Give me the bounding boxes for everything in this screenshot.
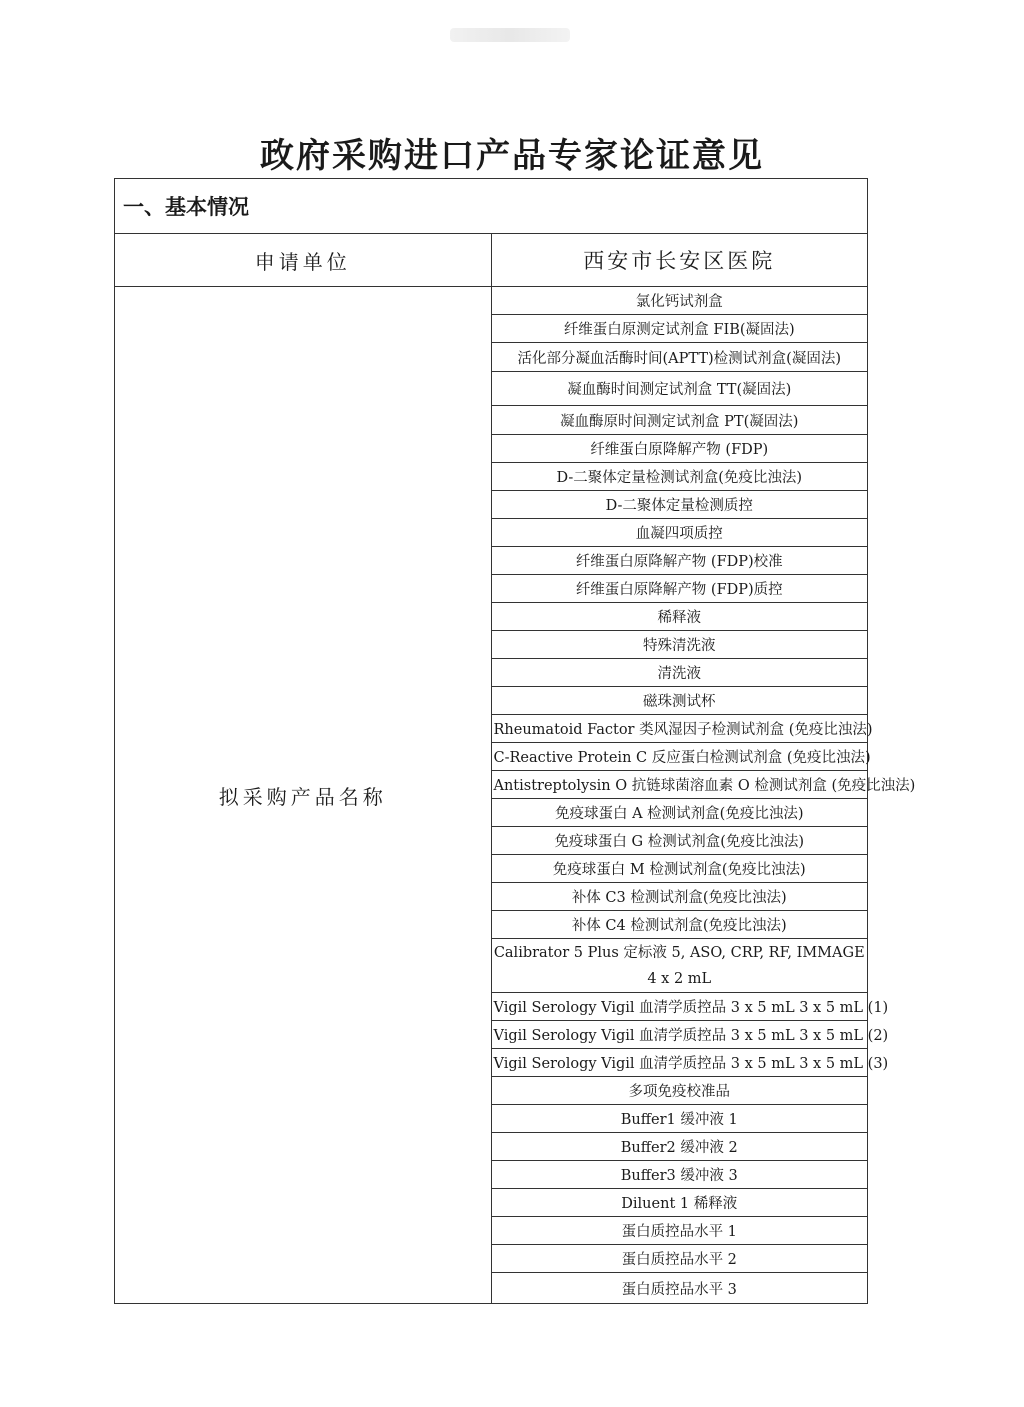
product-row — [492, 827, 868, 855]
product-name: Calibrator 5 Plus 定标液 5, ASO, CRP, RF, IMMAGE 4 x 2 mL — [492, 939, 868, 993]
product-row — [492, 1217, 868, 1245]
product-name: 免疫球蛋白 G 检测试剂盒(免疫比浊法) — [492, 827, 868, 855]
product-name: 免疫球蛋白 A 检测试剂盒(免疫比浊法) — [492, 799, 868, 827]
products-label: 拟采购产品名称 — [115, 287, 492, 1304]
product-row — [492, 287, 868, 315]
product-row — [492, 1273, 868, 1304]
product-name: 补体 C3 检测试剂盒(免疫比浊法) — [492, 883, 868, 911]
product-name: Vigil Serology Vigil 血清学质控品 3 x 5 mL 3 x 5 mL (2) — [492, 1021, 868, 1049]
product-row — [492, 463, 868, 491]
applicant-value: 西安市长安区医院 — [491, 234, 868, 287]
product-row — [492, 1077, 868, 1105]
product-name: 纤维蛋白原降解产物 (FDP)校准 — [492, 547, 868, 575]
product-row — [492, 659, 868, 687]
product-row — [492, 575, 868, 603]
product-name: 凝血酶时间测定试剂盒 TT(凝固法) — [492, 372, 868, 406]
product-name: 血凝四项质控 — [492, 519, 868, 547]
product-row — [492, 1189, 868, 1217]
product-row — [492, 1105, 868, 1133]
product-row — [492, 993, 868, 1021]
header-smudge — [450, 28, 570, 42]
product-name: Vigil Serology Vigil 血清学质控品 3 x 5 mL 3 x 5 mL (1) — [492, 993, 868, 1021]
product-name: 特殊清洗液 — [492, 631, 868, 659]
product-name: D-二聚体定量检测试剂盒(免疫比浊法) — [492, 463, 868, 491]
product-name: 稀释液 — [492, 603, 868, 631]
product-name: 纤维蛋白原降解产物 (FDP)质控 — [492, 575, 868, 603]
product-name: 清洗液 — [492, 659, 868, 687]
product-list — [492, 287, 916, 1303]
product-row — [492, 939, 868, 993]
product-name: D-二聚体定量检测质控 — [492, 491, 868, 519]
product-name: 凝血酶原时间测定试剂盒 PT(凝固法) — [492, 406, 868, 435]
page-title: 政府采购进口产品专家论证意见 — [260, 136, 764, 176]
product-row — [492, 1133, 868, 1161]
product-name: Antistreptolysin O 抗链球菌溶血素 O 检测试剂盒 (免疫比浊法) — [492, 771, 868, 799]
section-header: 一、基本情况 — [115, 179, 868, 234]
product-name: 活化部分凝血活酶时间(APTT)检测试剂盒(凝固法) — [492, 343, 868, 372]
product-row — [492, 491, 868, 519]
product-name: 纤维蛋白原测定试剂盒 FIB(凝固法) — [492, 315, 868, 343]
product-name: 蛋白质控品水平 3 — [621, 1281, 737, 1298]
product-row — [492, 519, 868, 547]
product-name: 纤维蛋白原降解产物 (FDP) — [492, 435, 868, 463]
product-row — [492, 1021, 868, 1049]
applicant-row — [115, 234, 868, 287]
product-row — [492, 743, 868, 771]
product-name: Buffer1 缓冲液 1 — [492, 1105, 868, 1133]
product-name: Diluent 1 稀释液 — [492, 1189, 868, 1217]
product-name: 补体 C4 检测试剂盒(免疫比浊法) — [492, 911, 868, 939]
product-row — [492, 343, 868, 372]
product-row — [492, 687, 868, 715]
product-name: Buffer3 缓冲液 3 — [492, 1161, 868, 1189]
product-name: 氯化钙试剂盒 — [492, 287, 868, 315]
product-row — [492, 1161, 868, 1189]
product-row — [492, 547, 868, 575]
product-row — [492, 911, 868, 939]
form-table — [114, 178, 916, 1304]
product-name: Buffer2 缓冲液 2 — [492, 1133, 868, 1161]
product-name: Rheumatoid Factor 类风湿因子检测试剂盒 (免疫比浊法) — [492, 715, 868, 743]
products-cell — [491, 287, 916, 1304]
product-name: 磁珠测试杯 — [492, 687, 868, 715]
product-name: 免疫球蛋白 M 检测试剂盒(免疫比浊法) — [492, 855, 868, 883]
product-row — [492, 315, 868, 343]
product-name: Vigil Serology Vigil 血清学质控品 3 x 5 mL 3 x 5 mL (3) — [492, 1049, 868, 1077]
products-row — [115, 287, 868, 1304]
product-row — [492, 1245, 868, 1273]
product-row — [492, 883, 868, 911]
product-row — [492, 435, 868, 463]
product-row — [492, 603, 868, 631]
product-row — [492, 855, 868, 883]
product-row — [492, 372, 868, 406]
applicant-label: 申请单位 — [115, 234, 492, 287]
product-name: 蛋白质控品水平 1 — [492, 1217, 868, 1245]
product-row — [492, 1049, 868, 1077]
product-row — [492, 631, 868, 659]
product-row — [492, 771, 868, 799]
product-name: C-Reactive Protein C 反应蛋白检测试剂盒 (免疫比浊法) — [492, 743, 868, 771]
product-row — [492, 406, 868, 435]
section-row — [115, 179, 868, 234]
product-row — [492, 799, 868, 827]
product-row — [492, 715, 868, 743]
product-name: 蛋白质控品水平 2 — [492, 1245, 868, 1273]
product-name: 多项免疫校准品 — [492, 1077, 868, 1105]
